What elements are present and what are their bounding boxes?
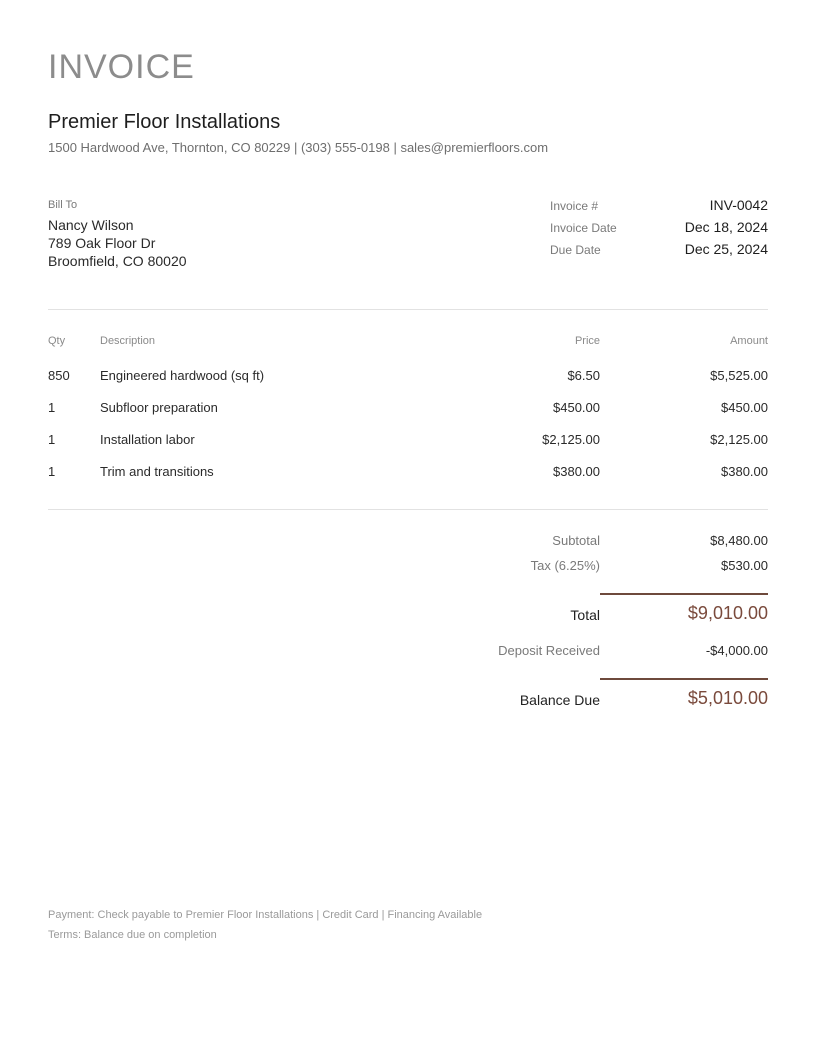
row-qty: 1 (48, 432, 56, 447)
bill-to-street: 789 Oak Floor Dr (48, 235, 156, 251)
row-price: $380.00 (553, 464, 600, 479)
balance-due-label: Balance Due (519, 692, 600, 708)
company-contact-line: 1500 Hardwood Ave, Thornton, CO 80229 | (303) 555-0198 | sales@premierfloors.com (48, 140, 549, 155)
bill-to-name: Nancy Wilson (48, 217, 134, 233)
bill-to-city: Broomfield, CO 80020 (48, 253, 187, 269)
row-amount: $450.00 (721, 400, 768, 415)
payment-terms: Payment: Check payable to Premier Floor Installations | Credit Card | Financing Available (48, 909, 483, 921)
invoice-number-label: Invoice # (550, 199, 599, 213)
row-qty: 850 (48, 368, 70, 383)
subtotal-label: Subtotal (552, 533, 600, 548)
row-description: Subfloor preparation (100, 400, 218, 415)
balance-due-value: $5,010.00 (687, 688, 768, 708)
deposit-label: Deposit Received (498, 643, 600, 658)
row-amount: $380.00 (721, 464, 768, 479)
due-date-value: Dec 25, 2024 (684, 241, 768, 257)
row-amount: $5,525.00 (710, 368, 768, 383)
invoice-date-value: Dec 18, 2024 (684, 219, 768, 235)
table-row (0, 464, 816, 484)
row-description: Trim and transitions (100, 464, 214, 479)
row-description: Engineered hardwood (sq ft) (100, 368, 265, 383)
row-qty: 1 (48, 464, 56, 479)
column-header-description: Description (100, 335, 156, 347)
total-label: Total (570, 607, 600, 623)
header-divider (48, 309, 768, 310)
row-description: Installation labor (100, 432, 195, 447)
table-divider (48, 509, 768, 510)
tax-value: $530.00 (721, 558, 768, 573)
invoice-number-value: INV-0042 (709, 197, 768, 213)
table-row (0, 400, 816, 420)
due-date-label: Due Date (550, 243, 601, 257)
column-header-price: Price (574, 335, 600, 347)
table-row (0, 368, 816, 388)
deposit-value: -$4,000.00 (705, 643, 768, 658)
tax-label: Tax (6.25%) (530, 558, 600, 573)
column-header-amount: Amount (730, 335, 768, 347)
row-price: $6.50 (567, 368, 600, 383)
total-rule (600, 593, 768, 595)
row-price: $2,125.00 (542, 432, 600, 447)
subtotal-value: $8,480.00 (710, 533, 768, 548)
total-value: $9,010.00 (687, 603, 768, 623)
invoice-date-label: Invoice Date (550, 221, 617, 235)
balance-rule (600, 678, 768, 680)
table-row (0, 432, 816, 452)
balance-terms: Terms: Balance due on completion (48, 929, 217, 941)
company-name: Premier Floor Installations (48, 111, 281, 133)
invoice-title: INVOICE (48, 48, 195, 86)
row-price: $450.00 (553, 400, 600, 415)
column-header-qty: Qty (48, 335, 66, 347)
bill-to-label: Bill To (48, 199, 78, 211)
row-amount: $2,125.00 (710, 432, 768, 447)
row-qty: 1 (48, 400, 56, 415)
